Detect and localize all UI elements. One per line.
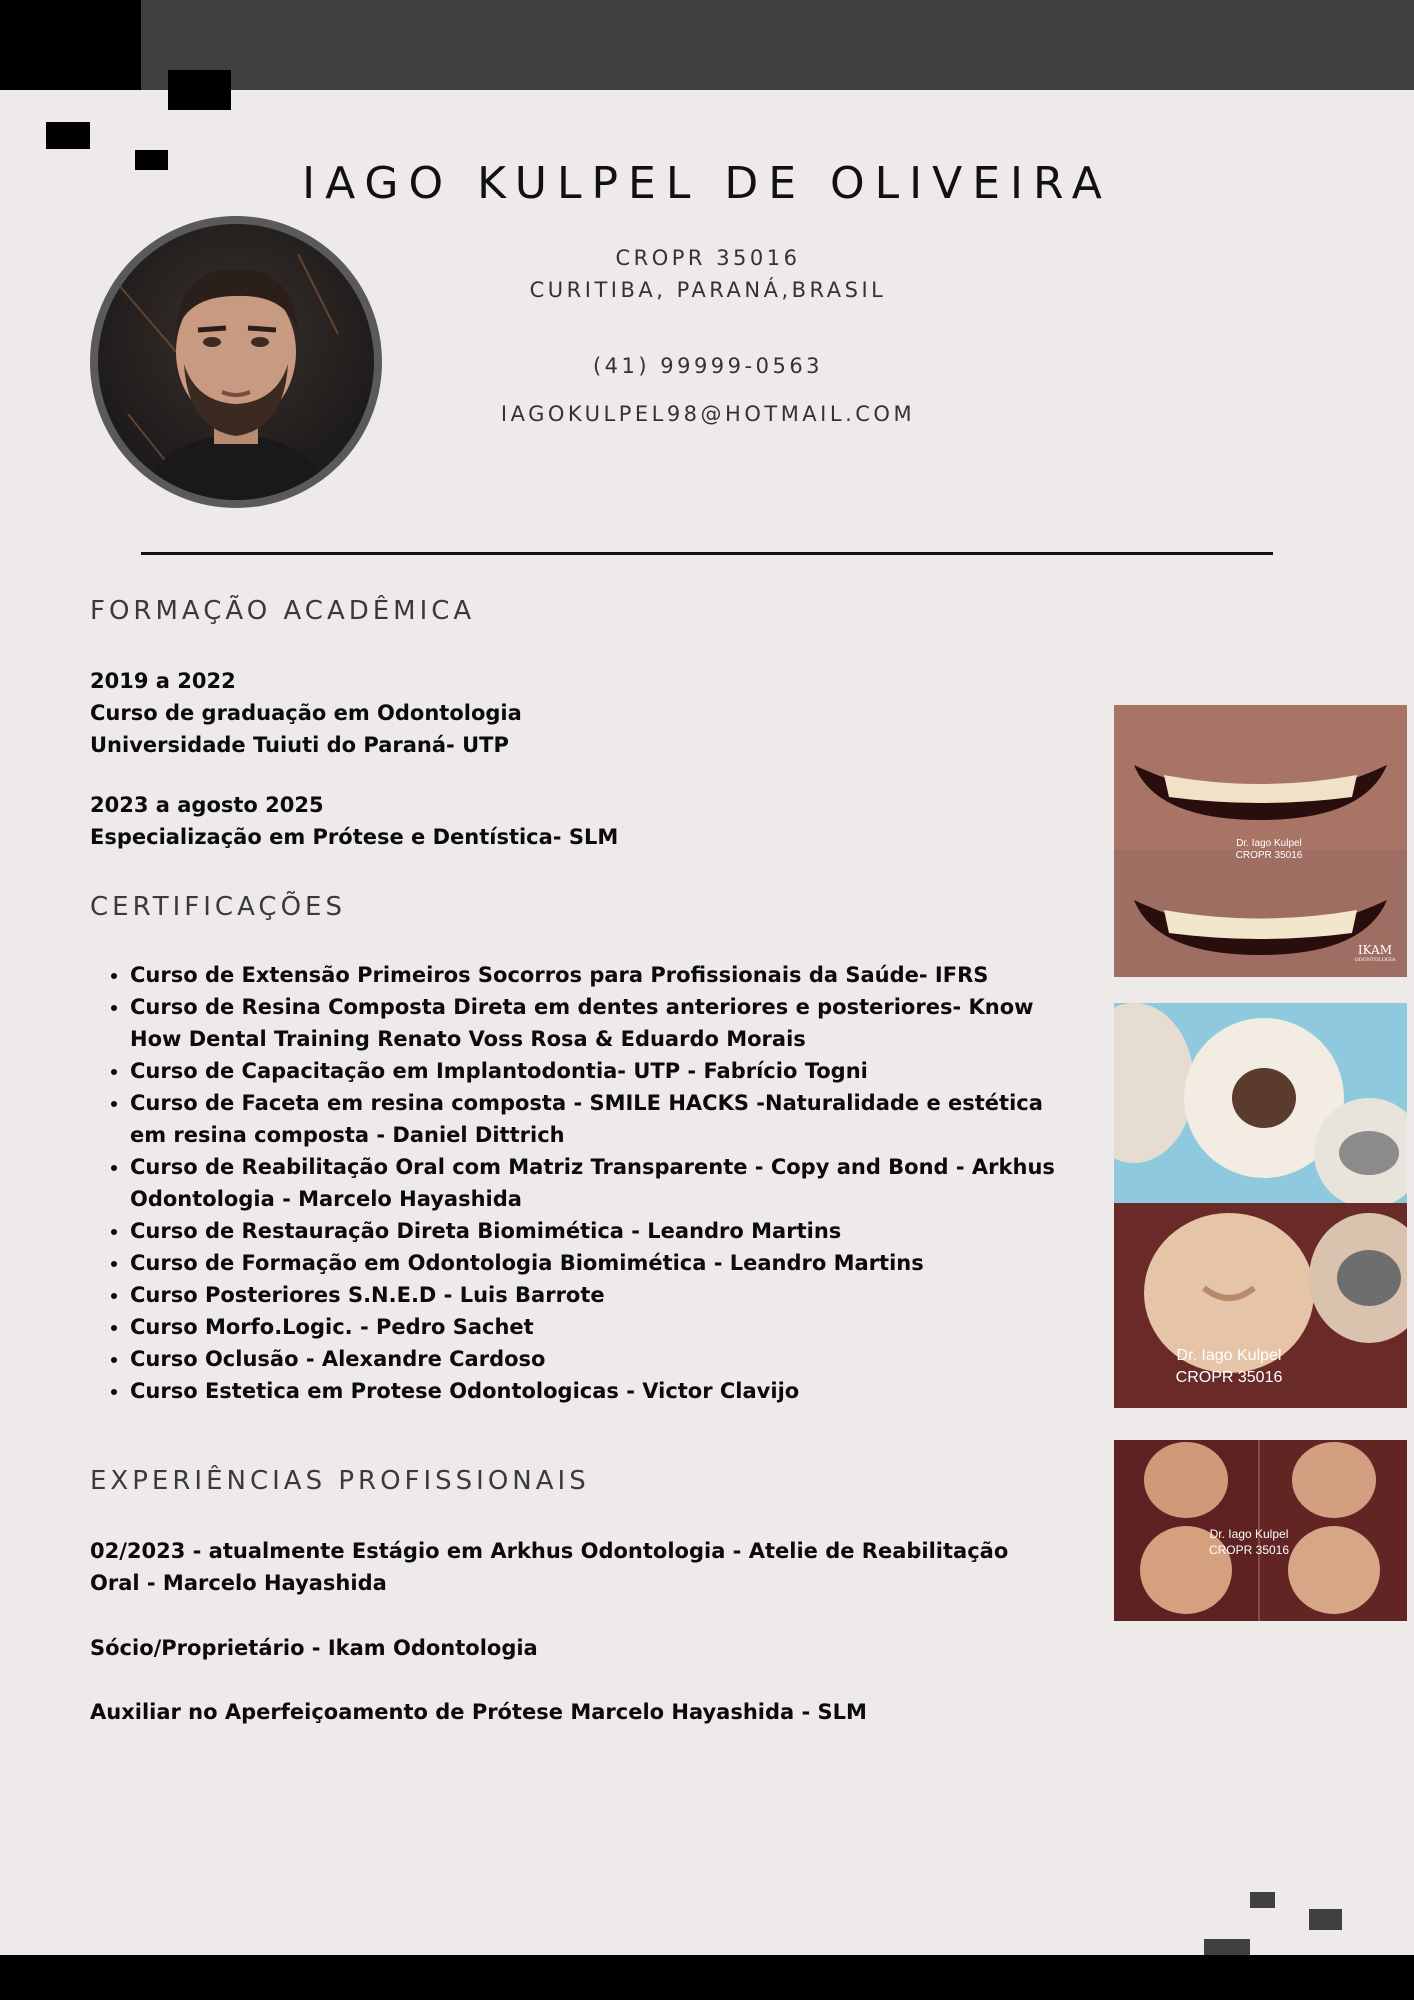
logo-subtext: ODONTOLOGIA (1354, 957, 1396, 963)
education-title: FORMAÇÃO ACADÊMICA (90, 596, 476, 626)
experience-title: EXPERIÊNCIAS PROFISSIONAIS (90, 1466, 590, 1496)
education-institution: Universidade Tuiuti do Paraná- UTP (90, 733, 509, 757)
certifications-list (90, 959, 1070, 1407)
watermark-registration: CROPR 35016 (1175, 1369, 1283, 1386)
logo-text: IKAM (1357, 943, 1393, 957)
experience-item: 02/2023 - atualmente Estágio em Arkhus Odontologia - Atelie de Reabilitação Oral - Marcelo Hayashida (90, 1539, 1009, 1595)
education-period: 2019 a 2022 (90, 669, 236, 693)
watermark-name: Dr. Iago Kulpel (1236, 838, 1302, 849)
restoration-photo (1114, 1003, 1407, 1408)
education-period: 2023 a agosto 2025 (90, 793, 324, 817)
list-item: • Curso de Extensão Primeiros Socorros para Profissionais da Saúde- IFRS (130, 959, 1070, 991)
watermark-name: Dr. Iago Kulpel (1176, 1347, 1282, 1364)
email[interactable]: IAGOKULPEL98@HOTMAIL.COM (500, 402, 916, 426)
list-item: • Curso Posteriores S.N.E.D - Luis Barrote (130, 1279, 1070, 1311)
list-item: • Curso Estetica em Protese Odontologicas - Victor Clavijo (130, 1375, 1070, 1407)
decor-square (46, 122, 90, 149)
registration-number: CROPR 35016 (615, 246, 801, 270)
smile-before-after-photo (1114, 705, 1407, 977)
experience-item: Auxiliar no Aperfeiçoamento de Prótese Marcelo Hayashida - SLM (90, 1700, 867, 1724)
profile-portrait (98, 224, 374, 500)
profile-photo (90, 216, 382, 508)
list-item: • Curso de Capacitação em Implantodontia- UTP - Fabrício Togni (130, 1055, 1070, 1087)
decor-square (1250, 1892, 1275, 1908)
watermark-name: Dr. Iago Kulpel (1209, 1527, 1289, 1541)
decor-square (168, 70, 231, 110)
watermark-registration: CROPR 35016 (1208, 1543, 1290, 1557)
list-item: • Curso de Faceta em resina composta - SMILE HACKS -Naturalidade e estética em resina composta - Daniel Dittrich (130, 1087, 1070, 1151)
top-corner-block (0, 0, 141, 90)
posterior-teeth-photo (1114, 1440, 1407, 1621)
list-item: • Curso de Resina Composta Direta em dentes anteriores e posteriores- Know How Dental Training Renato Voss Rosa & Eduardo Morais (130, 991, 1070, 1055)
list-item: • Curso Morfo.Logic. - Pedro Sachet (130, 1311, 1070, 1343)
list-item: • Curso de Reabilitação Oral com Matriz Transparente - Copy and Bond - Arkhus Odontologia - Marcelo Hayashida (130, 1151, 1070, 1215)
bottom-bar (0, 1955, 1414, 2000)
decor-square (1309, 1909, 1342, 1930)
list-item: • Curso Oclusão - Alexandre Cardoso (130, 1343, 1070, 1375)
location: CURITIBA, PARANÁ,BRASIL (529, 278, 887, 302)
certifications-title: CERTIFICAÇÕES (90, 892, 346, 922)
watermark-registration: CROPR 35016 (1235, 850, 1303, 861)
education-course: Curso de graduação em Odontologia (90, 701, 522, 725)
education-course: Especialização em Prótese e Dentística- SLM (90, 825, 619, 849)
list-item: • Curso de Restauração Direta Biomimética - Leandro Martins (130, 1215, 1070, 1247)
experience-item: Sócio/Proprietário - Ikam Odontologia (90, 1636, 538, 1660)
page-title: IAGO KULPEL DE OLIVEIRA (302, 158, 1112, 209)
list-item: • Curso de Formação em Odontologia Biomimética - Leandro Martins (130, 1247, 1070, 1279)
divider (141, 552, 1273, 555)
phone[interactable]: (41) 99999-0563 (592, 354, 824, 378)
